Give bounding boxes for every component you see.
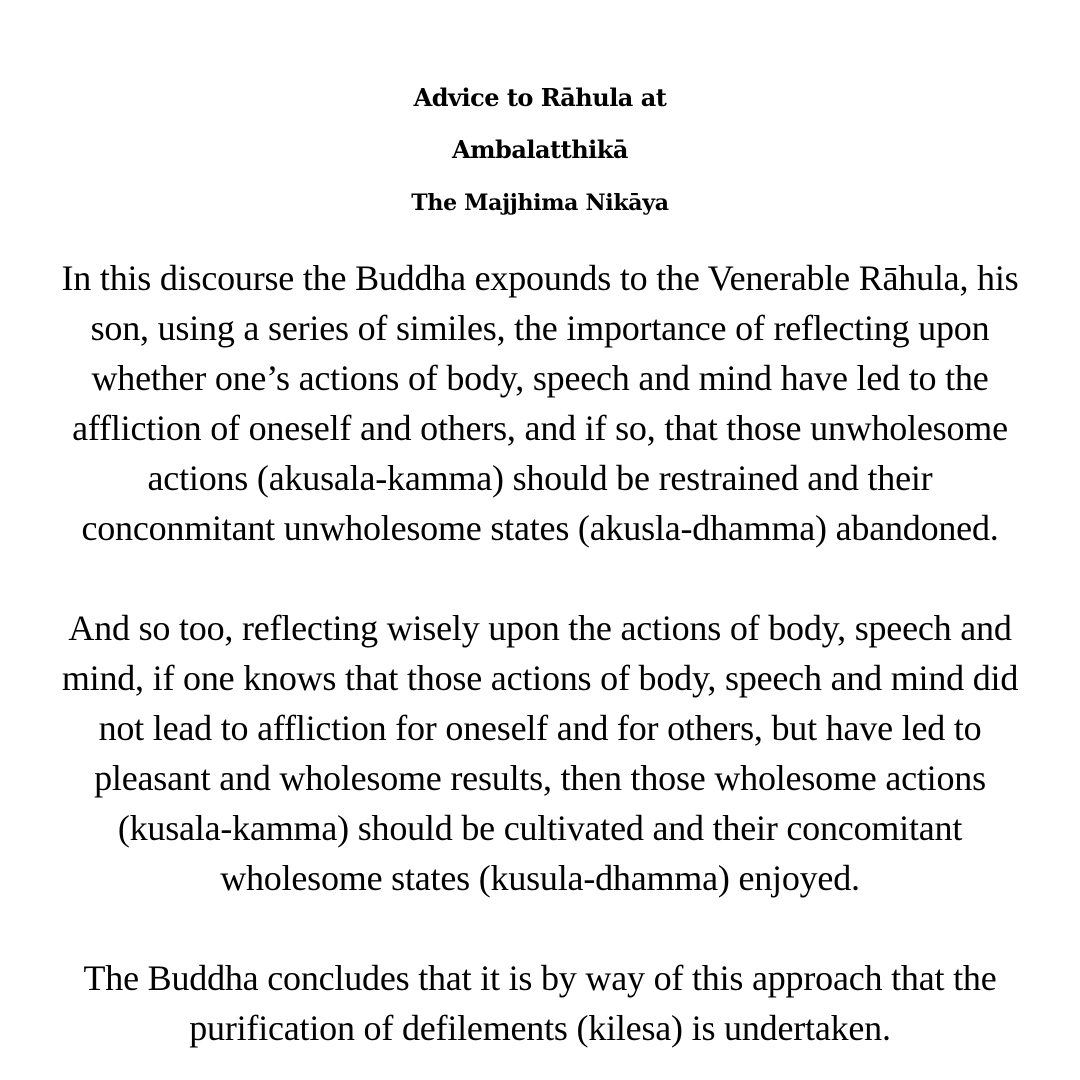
paragraph-line: mind, if one knows that those actions of body, speech and mind did: [61, 658, 1019, 698]
paragraph-line: pleasant and wholesome results, then those wholesome actions: [94, 758, 986, 798]
paragraph-line: And so too, reflecting wisely upon the actions of body, speech and: [68, 608, 1012, 648]
paragraph-2: [10, 603, 1070, 903]
paragraph-line: whether one’s actions of body, speech and mind have led to the: [91, 358, 989, 398]
paragraph-line: The Buddha concludes that it is by way of this approach that the: [83, 958, 997, 998]
paragraph-line: affliction of oneself and others, and if so, that those unwholesome: [72, 408, 1008, 448]
paragraph-line: actions (akusala-kamma) should be restrained and their: [147, 458, 933, 498]
document-subtitle: The Majjhima Nikāya: [411, 190, 669, 216]
title-line: Advice to Rāhula at: [413, 83, 667, 112]
document-title: [0, 72, 1080, 176]
paragraph-line: wholesome states (kusula-dhamma) enjoyed.: [220, 858, 860, 898]
paragraph-3: [10, 953, 1070, 1053]
paragraph-line: In this discourse the Buddha expounds to the Venerable Rāhula, his: [61, 258, 1019, 298]
paragraph-line: purification of defilements (kilesa) is undertaken.: [189, 1008, 891, 1048]
paragraph-1: [10, 253, 1070, 553]
paragraph-line: not lead to affliction for oneself and for others, but have led to: [98, 708, 982, 748]
title-line: Ambalatthikā: [452, 135, 628, 164]
paragraph-line: son, using a series of similes, the importance of reflecting upon: [90, 308, 990, 348]
paragraph-line: conconmitant unwholesome states (akusla-dhamma) abandoned.: [81, 508, 999, 548]
paragraph-line: (kusala-kamma) should be cultivated and their concomitant: [117, 808, 963, 848]
